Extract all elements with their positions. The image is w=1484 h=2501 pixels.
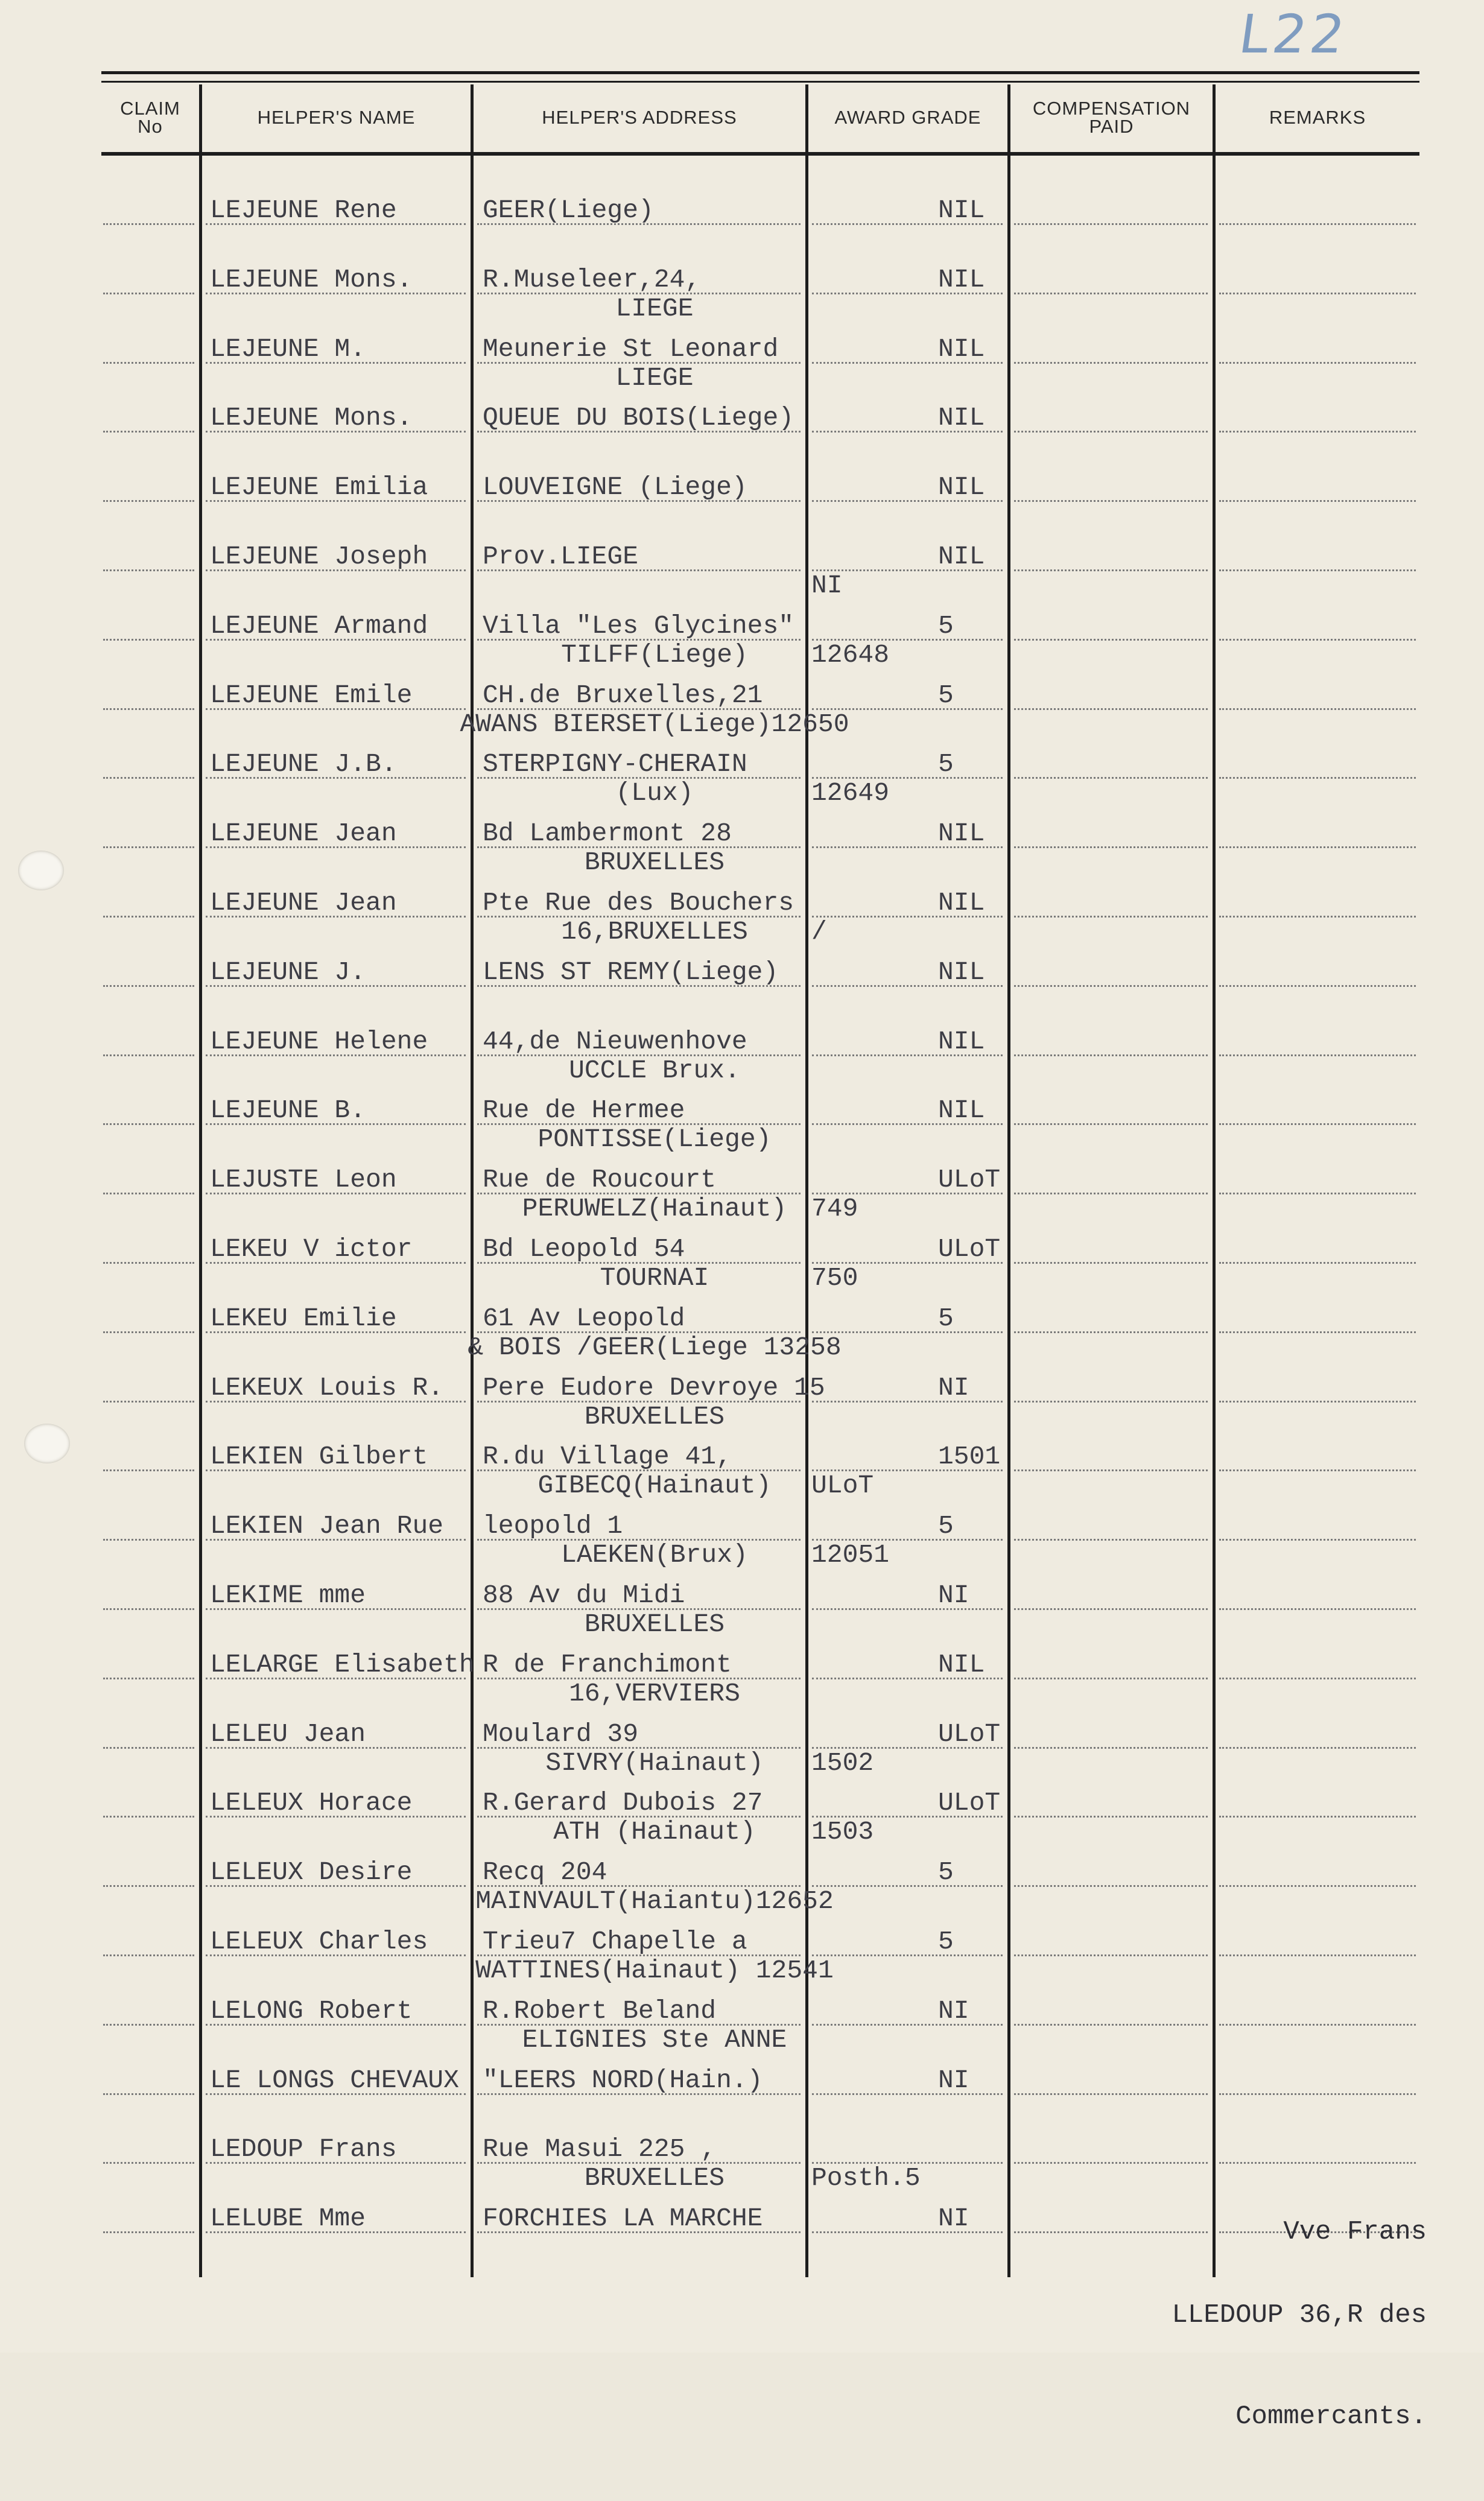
remarks-note-line3: Commercants.	[1235, 2401, 1427, 2432]
award-grade-right: ULoT	[938, 1788, 1001, 1818]
row-line	[1014, 985, 1208, 987]
helper-address-line1: LOUVEIGNE (Liege)	[483, 472, 747, 502]
award-grade-left: 1503	[811, 1817, 874, 1847]
row-line	[1014, 1539, 1208, 1541]
row-line	[1219, 1331, 1416, 1333]
row-line	[103, 569, 194, 571]
remarks-note	[1137, 2148, 1427, 2501]
row-line	[103, 1401, 194, 1403]
top-rule-inner	[101, 81, 1419, 83]
helper-address-line2: BRUXELLES	[584, 1401, 725, 1431]
row-line	[103, 293, 194, 294]
award-grade-left: /	[811, 917, 827, 946]
helper-address-line2: GIBECQ(Hainaut)	[537, 1471, 772, 1501]
row-line	[103, 1331, 194, 1333]
row-line	[103, 846, 194, 848]
helper-address-line2: & BOIS /GEER(Liege 13258	[468, 1332, 842, 1362]
award-grade-left: 12649	[811, 778, 890, 808]
helper-address-line1: Recq 204	[483, 1857, 607, 1888]
award-grade-right: 5	[938, 1511, 954, 1541]
helper-address-line2: (Lux)	[615, 778, 694, 808]
row-line	[103, 1954, 194, 1956]
header-claim-line1: CLAIM	[120, 98, 180, 119]
row-line	[1219, 985, 1416, 987]
row-line	[1014, 1747, 1208, 1749]
helper-address-line1: Bd Leopold 54	[483, 1234, 685, 1264]
helper-address-line2: ATH (Hainaut)	[553, 1817, 756, 1847]
award-grade-left: 1502	[811, 1748, 874, 1778]
row-line	[1219, 916, 1416, 918]
row-line	[103, 2162, 194, 2164]
helper-name: LEJEUNE Emilia	[210, 472, 428, 502]
helper-address-line2: LIEGE	[615, 293, 694, 323]
row-line	[1219, 1816, 1416, 1818]
helper-name: LEJEUNE Rene	[210, 195, 397, 225]
helper-address-line2: BRUXELLES	[584, 848, 725, 878]
header-compensation-line1: COMPENSATION	[1032, 98, 1191, 119]
row-line	[1014, 1331, 1208, 1333]
award-grade-right: NIL	[938, 1649, 985, 1679]
helper-address-line1: Meunerie St Leonard	[483, 334, 779, 364]
row-line	[103, 500, 194, 502]
page-number: L22	[1235, 3, 1352, 65]
helper-address-line2: 16,BRUXELLES	[561, 917, 748, 946]
row-line	[1014, 1678, 1208, 1679]
helper-address-line2: LAEKEN(Brux)	[561, 1540, 748, 1570]
helper-address-line2: LIEGE	[615, 363, 694, 393]
row-line	[1219, 1193, 1416, 1194]
award-grade-right: NIL	[938, 819, 985, 849]
award-grade-right: 5	[938, 1857, 954, 1888]
helper-name: LELEU Jean	[210, 1719, 366, 1749]
row-line	[1014, 1816, 1208, 1818]
row-line	[1219, 500, 1416, 502]
helper-address-line1: Trieu7 Chapelle a	[483, 1927, 747, 1956]
award-grade-right: NIL	[938, 334, 985, 364]
award-grade-right: NIL	[938, 472, 985, 502]
header-rule	[101, 152, 1419, 156]
helper-address-line1: Rue de Hermee	[483, 1095, 685, 1126]
row-line	[1014, 223, 1208, 225]
header-claim	[101, 90, 199, 145]
award-grade-right: NIL	[938, 195, 985, 225]
row-line	[1219, 1054, 1416, 1056]
award-grade-right: 5	[938, 1927, 954, 1956]
row-line	[1014, 846, 1208, 848]
row-line	[1014, 2024, 1208, 2026]
award-grade-right: 5	[938, 1303, 954, 1333]
helper-address-line2: PONTISSE(Liege)	[537, 1124, 772, 1155]
row-line	[1219, 362, 1416, 364]
helper-address-line1: 88 Av du Midi	[483, 1580, 685, 1610]
punch-hole-top	[18, 851, 64, 890]
helper-address-line1: Pte Rue des Bouchers	[483, 888, 794, 918]
column-rule-2	[471, 84, 474, 2277]
helper-name: LEKEU V ictor	[210, 1234, 413, 1264]
helper-address-line2: TILFF(Liege)	[561, 639, 748, 670]
helper-address-line1: R.Gerard Dubois 27	[483, 1788, 763, 1818]
award-grade-right: 5	[938, 610, 954, 641]
row-line	[103, 985, 194, 987]
helper-address-line1: Rue Masui 225 ,	[483, 2134, 717, 2164]
helper-address-line1: R.du Village 41,	[483, 1442, 732, 1472]
row-line	[103, 1747, 194, 1749]
column-rule-5	[1213, 84, 1216, 2277]
helper-name: LEJEUNE Mons.	[210, 264, 413, 294]
header-compensation	[1010, 90, 1213, 145]
helper-address-line2: SIVRY(Hainaut)	[545, 1748, 764, 1778]
helper-name: LEKEU Emilie	[210, 1303, 397, 1333]
award-grade-right: NIL	[938, 888, 985, 918]
helper-address-line2: ELIGNIES Ste ANNE	[522, 2024, 787, 2055]
row-line	[1219, 1539, 1416, 1541]
award-grade-right: ULoT	[938, 1719, 1001, 1749]
row-line	[1219, 1608, 1416, 1610]
row-line	[1014, 1608, 1208, 1610]
column-rule-4	[1007, 84, 1010, 2277]
row-line	[1219, 708, 1416, 710]
award-grade-right: NIL	[938, 403, 985, 433]
row-line	[1219, 1885, 1416, 1887]
row-line	[103, 1678, 194, 1679]
row-line	[1014, 1262, 1208, 1264]
helper-address-line2: WATTINES(Hainaut) 12541	[475, 1956, 834, 1985]
helper-address-line1: LENS ST REMY(Liege)	[483, 957, 779, 987]
row-line	[1219, 2093, 1416, 2095]
award-grade-left: 12051	[811, 1540, 890, 1570]
helper-name: LELEUX Horace	[210, 1788, 413, 1818]
column-rule-3	[805, 84, 808, 2277]
header-claim-line2: No	[138, 116, 163, 137]
header-award: AWARD GRADE	[834, 107, 981, 128]
row-line	[1219, 1123, 1416, 1125]
helper-name: LEJEUNE Jean	[210, 888, 397, 918]
award-grade-left: ULoT	[811, 1471, 874, 1501]
helper-address-line2: BRUXELLES	[584, 1609, 725, 1639]
helper-address-line2: AWANS BIERSET(Liege)12650	[460, 709, 849, 739]
award-grade-left: 750	[811, 1263, 858, 1293]
row-line	[103, 1123, 194, 1125]
row-line	[1014, 1469, 1208, 1471]
helper-address-line1: R de Franchimont	[483, 1649, 732, 1679]
helper-name: LEKIME mme	[210, 1580, 366, 1610]
row-line	[1014, 777, 1208, 779]
helper-address-line1: Villa "Les Glycines"	[483, 610, 794, 641]
row-line	[1014, 1954, 1208, 1956]
row-line	[1014, 569, 1208, 571]
helper-name: LEJEUNE Emile	[210, 680, 413, 710]
row-line	[1219, 2024, 1416, 2026]
remarks-note-line2: LLEDOUP 36,R des	[1172, 2300, 1427, 2330]
row-line	[1219, 1678, 1416, 1679]
top-rule-outer	[101, 71, 1419, 74]
helper-name: LEKIEN Gilbert	[210, 1442, 428, 1472]
award-grade-right: ULoT	[938, 1234, 1001, 1264]
row-line	[103, 223, 194, 225]
helper-name: LEJEUNE B.	[210, 1095, 366, 1126]
award-grade-right: 5	[938, 680, 954, 710]
award-grade-right: NIL	[938, 1026, 985, 1056]
helper-name: LE LONGS CHEVAUX	[210, 2065, 459, 2095]
helper-address-line1: Pere Eudore Devroye 15	[483, 1372, 825, 1403]
helper-address-line1: FORCHIES LA MARCHE	[483, 2204, 763, 2234]
helper-name: LEJEUNE J.B.	[210, 749, 397, 779]
row-line	[1219, 1262, 1416, 1264]
row-line	[1014, 500, 1208, 502]
helper-name: LELONG Robert	[210, 1995, 413, 2026]
helper-address-line2: BRUXELLES	[584, 2163, 725, 2193]
award-grade-left: NI	[811, 571, 843, 600]
row-line	[103, 639, 194, 641]
row-line	[103, 1193, 194, 1194]
row-line	[1014, 293, 1208, 294]
header-name: HELPER'S NAME	[257, 107, 416, 128]
award-grade-right: NI	[938, 1995, 969, 2026]
remarks-note-line1: Vve Frans	[1283, 2217, 1427, 2247]
helper-address-line1: GEER(Liege)	[483, 195, 654, 225]
row-line	[103, 1816, 194, 1818]
helper-address-line2: PERUWELZ(Hainaut)	[522, 1194, 787, 1224]
helper-name: LELUBE Mme	[210, 2204, 366, 2234]
helper-name: LEJEUNE Helene	[210, 1026, 428, 1056]
row-line	[103, 777, 194, 779]
helper-name: LELEUX Charles	[210, 1927, 428, 1956]
row-line	[1219, 223, 1416, 225]
helper-address-line1: 44,de Nieuwenhove	[483, 1026, 747, 1056]
row-line	[1014, 1401, 1208, 1403]
award-grade-left: 749	[811, 1194, 858, 1224]
row-line	[103, 362, 194, 364]
helper-address-line2: 16,VERVIERS	[569, 1678, 740, 1708]
header-address: HELPER'S ADDRESS	[542, 107, 737, 128]
award-grade-right: NI	[938, 2204, 969, 2234]
helper-name: LEKIEN Jean Rue	[210, 1511, 444, 1541]
row-line	[1014, 431, 1208, 433]
helper-name: LEJEUNE Armand	[210, 610, 428, 641]
helper-address-line2: TOURNAI	[600, 1263, 709, 1293]
award-grade-right: 5	[938, 749, 954, 779]
row-line	[103, 1469, 194, 1471]
header-compensation-line2: PAID	[1089, 116, 1134, 137]
row-line	[103, 916, 194, 918]
row-line	[103, 1608, 194, 1610]
award-grade-right: ULoT	[938, 1165, 1001, 1195]
row-line	[1014, 1193, 1208, 1194]
row-line	[1219, 639, 1416, 641]
row-line	[103, 1539, 194, 1541]
row-line	[1014, 2093, 1208, 2095]
award-grade-right: NI	[938, 2065, 969, 2095]
helper-address-line1: STERPIGNY-CHERAIN	[483, 749, 747, 779]
punch-hole-bottom	[24, 1424, 70, 1463]
row-line	[1219, 569, 1416, 571]
award-grade-right: NIL	[938, 542, 985, 571]
award-grade-right: 1501	[938, 1442, 1001, 1472]
row-line	[1014, 916, 1208, 918]
helper-address-line1: CH.de Bruxelles,21	[483, 680, 763, 710]
row-line	[1014, 1123, 1208, 1125]
helper-name: LEJEUNE Mons.	[210, 403, 413, 433]
row-line	[103, 2231, 194, 2233]
helper-name: LEDOUP Frans	[210, 2134, 397, 2164]
row-line	[1014, 1054, 1208, 1056]
helper-address-line1: QUEUE DU BOIS(Liege)	[483, 403, 794, 433]
helper-name: LEJEUNE J.	[210, 957, 366, 987]
row-line	[103, 1262, 194, 1264]
row-line	[1219, 1401, 1416, 1403]
helper-address-line1: Prov.LIEGE	[483, 542, 639, 571]
row-line	[1219, 1469, 1416, 1471]
helper-name: LEJEUNE Jean	[210, 819, 397, 849]
row-line	[1219, 293, 1416, 294]
helper-address-line1: R.Robert Beland	[483, 1995, 717, 2026]
row-line	[103, 2093, 194, 2095]
helper-address-line1: R.Museleer,24,	[483, 264, 701, 294]
award-grade-right: NIL	[938, 1095, 985, 1126]
row-line	[103, 1054, 194, 1056]
row-line	[1014, 362, 1208, 364]
row-line	[1219, 1747, 1416, 1749]
row-line	[103, 708, 194, 710]
helper-address-line1: Rue de Roucourt	[483, 1165, 717, 1195]
row-line	[1014, 639, 1208, 641]
helper-name: LEJUSTE Leon	[210, 1165, 397, 1195]
row-line	[1219, 1954, 1416, 1956]
helper-name: LELARGE Elisabeth	[210, 1649, 475, 1679]
header-remarks: REMARKS	[1269, 107, 1366, 128]
helper-address-line2: MAINVAULT(Haiantu)12652	[475, 1886, 834, 1916]
award-grade-left: Posth.5	[811, 2163, 921, 2193]
helper-name: LEJEUNE M.	[210, 334, 366, 364]
helper-address-line1: 61 Av Leopold	[483, 1303, 685, 1333]
award-grade-left: 12648	[811, 639, 890, 670]
row-line	[1014, 708, 1208, 710]
row-line	[103, 431, 194, 433]
award-grade-right: NI	[938, 1580, 969, 1610]
row-line	[1219, 431, 1416, 433]
row-line	[1219, 777, 1416, 779]
row-line	[103, 1885, 194, 1887]
award-grade-right: NIL	[938, 957, 985, 987]
helper-name: LELEUX Desire	[210, 1857, 413, 1888]
helper-address-line1: Moulard 39	[483, 1719, 639, 1749]
helper-address-line1: Bd Lambermont 28	[483, 819, 732, 849]
row-line	[103, 2024, 194, 2026]
helper-name: LEKEUX Louis R.	[210, 1372, 444, 1403]
helper-address-line1: "LEERS NORD(Hain.)	[483, 2065, 763, 2095]
row-line	[1219, 846, 1416, 848]
helper-address-line2: UCCLE Brux.	[569, 1055, 740, 1085]
helper-address-line1: leopold 1	[483, 1511, 623, 1541]
award-grade-right: NI	[938, 1372, 969, 1403]
award-grade-right: NIL	[938, 264, 985, 294]
row-line	[1014, 1885, 1208, 1887]
helper-name: LEJEUNE Joseph	[210, 542, 428, 571]
column-rule-1	[199, 84, 202, 2277]
